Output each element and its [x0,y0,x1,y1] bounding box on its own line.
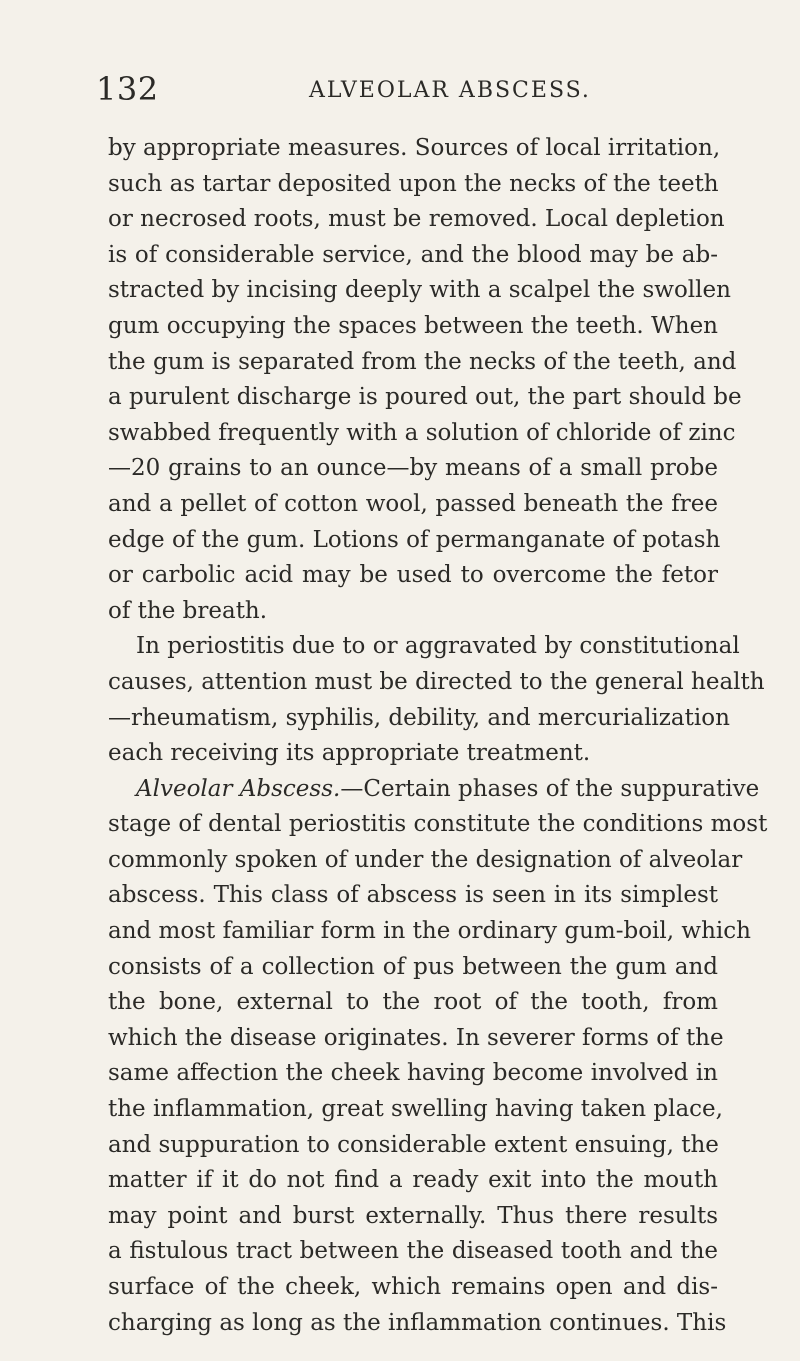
text-line: or necrosed roots, must be removed. Local depletion [108,206,725,233]
text-line: may point and burst externally. Thus there results [108,1202,718,1229]
text-line: charging as long as the inflammation continues. This [108,1309,727,1336]
text-body [108,131,768,1341]
text-line: the gum is separated from the necks of the teeth, and [108,348,737,375]
text-line: abscess. This class of abscess is seen in its simplest [108,882,718,909]
page-number: 132 [96,70,159,108]
text-line: each receiving its appropriate treatment. [108,740,591,767]
text-line: of the breath. [108,597,268,624]
text-line: causes, attention must be directed to the general health [108,668,765,695]
text-line: such as tartar deposited upon the necks of the teeth [108,170,719,197]
text-line: and a pellet of cotton wool, passed beneath the free [108,490,718,517]
text-line: —rheumatism, syphilis, debility, and mercurialization [108,704,730,731]
text-line: matter if it do not find a ready exit into the mouth [108,1167,718,1194]
text-line: the bone, external to the root of the tooth, from [108,989,718,1016]
text-line: which the disease originates. In severer forms of the [108,1024,724,1051]
running-head [96,70,716,110]
text-line: by appropriate measures. Sources of local irritation, [108,135,721,161]
page-header-title: ALVEOLAR ABSCESS. [309,78,591,103]
text-line: stage of dental periostitis constitute the conditions most [108,811,768,838]
text-line: surface of the cheek, which remains open and dis- [108,1274,718,1300]
text-line: or carbolic acid may be used to overcome the fetor [108,562,718,589]
text-line: edge of the gum. Lotions of permanganate of potash [108,526,721,553]
text-line: swabbed frequently with a solution of chloride of zinc [108,419,736,446]
text-line: a purulent discharge is poured out, the part should be [108,384,742,411]
text-line: and most familiar form in the ordinary gum-boil, which [108,918,751,945]
text-line: same affection the cheek having become involved in [108,1060,718,1087]
text-line: gum occupying the spaces between the teeth. When [108,312,718,339]
text-line: and suppuration to considerable extent ensuing, the [108,1131,719,1158]
section-heading-line: Alveolar Abscess.—Certain phases of the suppurative [136,775,760,802]
text-line: consists of a collection of pus between the gum and [108,953,718,980]
text-line: —20 grains to an ounce—by means of a small probe [108,455,718,482]
text-line: a fistulous tract between the diseased tooth and the [108,1238,718,1265]
text-line: is of considerable service, and the blood may be ab- [108,241,718,268]
text-line: stracted by incising deeply with a scalpel the swollen [108,277,731,304]
text-line: commonly spoken of under the designation of alveolar [108,846,743,873]
section-heading: Alveolar Abscess. [136,775,341,802]
text-line: the inflammation, great swelling having taken place, [108,1096,723,1123]
text-line: In periostitis due to or aggravated by constitutional [136,633,740,660]
